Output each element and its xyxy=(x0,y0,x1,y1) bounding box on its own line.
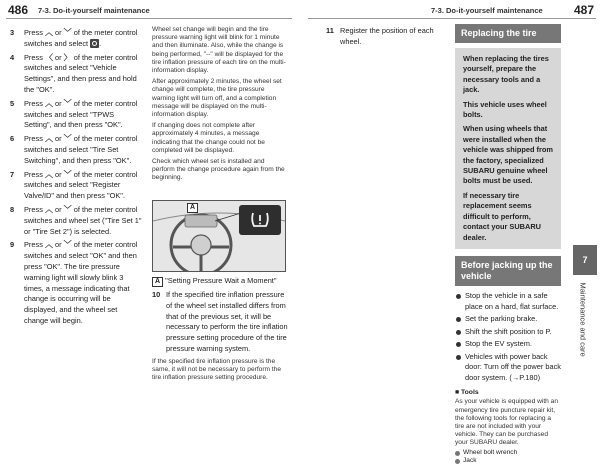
tool-item: Wheel bolt wrench xyxy=(455,449,561,458)
step-number: 8 xyxy=(10,204,15,214)
warning-text: If necessary tire replacement seems difficult to perform, contact your SUBARU dealer. xyxy=(463,190,542,242)
chevron-up-icon: ︿ xyxy=(44,204,53,214)
step-text: Register the position of each wheel. xyxy=(340,26,434,46)
notes-column-2 xyxy=(152,26,288,186)
chapter-tab: 7 xyxy=(573,245,597,275)
step-text: of the meter control switches and select "Tire Set Switching", and then press "OK". xyxy=(24,134,138,165)
note-paragraph: If the specified tire inflation pressure is the same, it will not be necessary to perform the tire inflation pressure setting procedure. xyxy=(152,357,281,382)
chevron-down-icon: ﹀ xyxy=(63,169,72,179)
step-text: or xyxy=(55,134,62,144)
section-title-before-jacking: Before jacking up the vehicle xyxy=(455,256,561,286)
section-title-replacing-tire: Replacing the tire xyxy=(455,24,561,43)
warning-box xyxy=(455,48,561,249)
list-item: Set the parking brake. xyxy=(455,314,561,325)
chevron-up-icon: ︿ xyxy=(44,240,53,250)
step-text: or xyxy=(55,98,62,108)
figure-caption xyxy=(152,276,288,287)
chevron-up-icon: ︿ xyxy=(44,98,53,108)
step-3 xyxy=(10,28,142,50)
step-text: or xyxy=(55,28,62,37)
chevron-up-icon: ︿ xyxy=(44,169,53,179)
step-text: of the meter control switches and select "Vehicle Settings", and then press and hold the "OK". xyxy=(24,52,138,94)
step-9 xyxy=(10,240,142,326)
instrument-panel-figure xyxy=(152,200,286,272)
step-text: Press xyxy=(24,240,43,250)
step-number: 5 xyxy=(10,98,15,108)
notes-column-2-lower xyxy=(152,276,288,385)
steps-column-1 xyxy=(10,28,142,330)
tools-heading: ■ Tools xyxy=(455,388,561,399)
step-text: Press xyxy=(24,204,43,214)
step-text: or xyxy=(55,169,62,179)
step-number: 6 xyxy=(10,134,15,144)
caption-a-label: A xyxy=(152,277,163,287)
left-page-number: 486 xyxy=(8,3,29,17)
step-number: 10 xyxy=(152,290,161,299)
step-6 xyxy=(10,134,142,166)
step-text: Press xyxy=(24,98,43,108)
tools-text: As your vehicle is equipped with an emergency tire puncture repair kit, the following tools for replacing a tire are not included with your vehicle. They can be purchased your SUBARU dealer. xyxy=(455,398,558,447)
step-text: or xyxy=(55,52,62,62)
right-page-number: 487 xyxy=(574,3,595,17)
step-10 xyxy=(152,290,288,355)
step-text: Press xyxy=(24,52,43,62)
note-paragraph: After approximately 2 minutes, the wheel set change will complete, the tire pressure warning light will turn off, and a completion message will be displayed on the multi-information display. xyxy=(152,78,282,119)
callout-a-label: A xyxy=(187,203,198,213)
step-text: of the meter control switches and wheel set ("Tire Set 1" or "Tire Set 2") is selected. xyxy=(24,204,142,236)
step-text: of the meter control switches and select xyxy=(24,28,138,48)
warning-text: This vehicle uses wheel bolts. xyxy=(463,99,547,120)
list-item: Stop the EV system. xyxy=(455,339,561,350)
chevron-up-icon: ︿ xyxy=(44,134,53,144)
left-header-title: 7-3. Do-it-yourself maintenance xyxy=(38,6,150,15)
settings-menu-icon xyxy=(90,38,102,48)
chevron-up-icon: ︿ xyxy=(44,28,53,37)
list-item: Shift the shift position to P. xyxy=(455,327,561,338)
chevron-right-icon: 〉 xyxy=(63,52,72,62)
step-text: of the meter control switches and select "OK" and then press "OK". The tire pressure warning light will slowly blink 3 times, a message indicating that change is occurring will be displayed, and the wheel set change will begin. xyxy=(24,240,138,325)
step-text: Press xyxy=(24,28,43,37)
tire-pressure-warning-icon xyxy=(249,209,271,231)
chevron-down-icon: ﹀ xyxy=(63,240,72,250)
chevron-left-icon: 〈 xyxy=(44,52,53,62)
right-page-header xyxy=(304,0,600,20)
step-number: 11 xyxy=(326,26,334,35)
chapter-label xyxy=(568,283,598,373)
step-number: 4 xyxy=(10,52,15,62)
step-text: or xyxy=(55,204,62,214)
step-text: Press xyxy=(24,169,43,179)
list-item: Stop the vehicle in a safe place on a hard, flat surface. xyxy=(455,291,561,312)
step-text: of the meter control switches and select "Register Valve/ID" and then press "OK". xyxy=(24,169,138,201)
step-5 xyxy=(10,99,142,131)
list-item: Vehicles with power back door: Turn off the power back door system. (→P.180) xyxy=(455,352,561,384)
step-number: 3 xyxy=(10,28,15,37)
step-text: or xyxy=(55,240,62,250)
step-text: of the meter control switches and select "TPWS Setting", and then press "OK". xyxy=(24,98,138,130)
step-11 xyxy=(326,26,448,48)
warning-text: When replacing the tires yourself, prepare the necessary tools and a jack. xyxy=(463,54,549,95)
step-number: 9 xyxy=(10,240,15,250)
warning-text: When using wheels that were installed when the vehicle was shipped from the factory, specialized SUBARU genuine wheel bolts must be used. xyxy=(463,124,553,186)
chevron-down-icon: ﹀ xyxy=(63,134,72,144)
note-paragraph: If changing does not complete after approximately 4 minutes, a message indicating that the change could not be completed will be displayed. xyxy=(152,122,265,154)
step-7 xyxy=(10,170,142,202)
step-text: . xyxy=(99,38,102,48)
step-number: 7 xyxy=(10,169,15,179)
right-header-rule xyxy=(308,18,596,19)
chevron-down-icon: ﹀ xyxy=(63,204,72,214)
step-text: Press xyxy=(24,134,43,144)
left-page-header xyxy=(0,0,296,20)
steps-column-3 xyxy=(326,26,448,51)
step-8 xyxy=(10,205,142,237)
chevron-down-icon: ﹀ xyxy=(63,28,72,37)
step-4 xyxy=(10,53,142,96)
left-header-rule xyxy=(6,18,292,19)
note-paragraph: Check which wheel set is installed and perform the change procedure again from the beginning. xyxy=(152,158,285,182)
chevron-down-icon: ﹀ xyxy=(63,98,72,108)
chapter-label-text: Maintenance and care xyxy=(578,282,588,357)
caption-text: "Setting Pressure Wait a Moment" xyxy=(165,276,277,285)
note-paragraph: Wheel set change will begin and the tire pressure warning light will blink for 1 minute and then illuminate. Also, while the change is being performed, "--" will be displayed for the tire inflation pressure of each tire on the multi-information display. xyxy=(152,26,286,75)
replacing-tire-column xyxy=(455,24,561,466)
right-header-title: 7-3. Do-it-yourself maintenance xyxy=(431,6,543,15)
tool-item: Jack xyxy=(455,457,561,466)
step-text: If the specified tire inflation pressure of the wheel set installed differs from that of the previous set, it will be necessary to perform the tire inflation pressure setting procedure of the tire pressure warning system. xyxy=(166,290,288,353)
